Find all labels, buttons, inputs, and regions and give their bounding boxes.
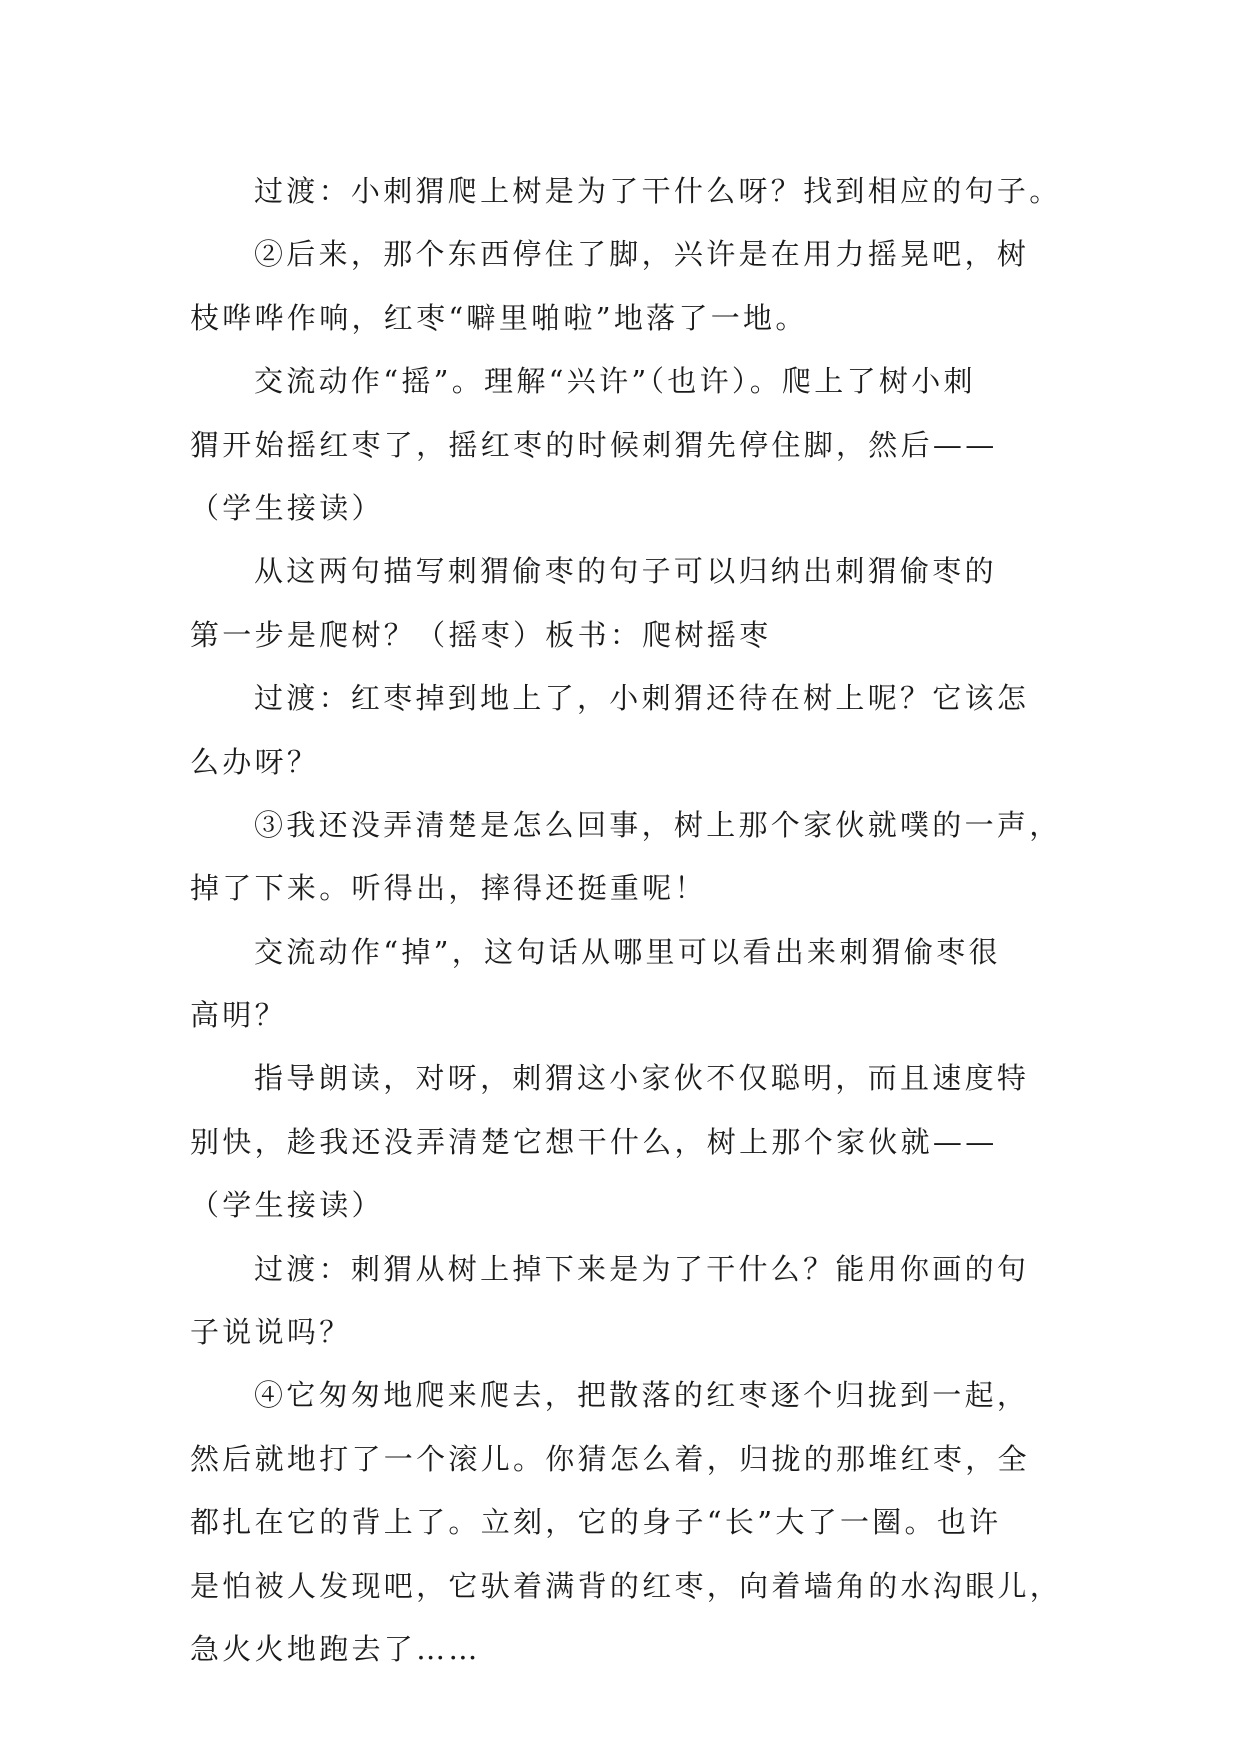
text-line: 高明？ (190, 998, 287, 1033)
text-line: 子说说吗？ (190, 1315, 352, 1350)
text-line: 交流动作“掉”，这句话从哪里可以看出来刺猬偷枣很 (254, 934, 1001, 969)
text-line: 都扎在它的背上了。立刻，它的身子“长”大了一圈。也许 (190, 1505, 1002, 1540)
text-line: （学生接读） (190, 490, 384, 525)
paragraph (190, 1364, 1095, 1681)
text-line: 么办呀？ (190, 744, 320, 779)
text-line: 从这两句描写刺猬偷枣的句子可以归纳出刺猬偷枣的 (254, 554, 997, 589)
text-line: 过渡：小刺猬爬上树是为了干什么呀？找到相应的句子。 (254, 174, 1062, 208)
paragraph (190, 921, 1095, 1048)
text-line: 别快，趁我还没弄清楚它想干什么，树上那个家伙就—— (190, 1124, 998, 1159)
text-line: ④它匆匆地爬来爬去，把散落的红枣逐个归拢到一起， (254, 1378, 1030, 1413)
paragraph (190, 350, 1095, 540)
text-line: 过渡：刺猬从树上掉下来是为了干什么？能用你画的句 (254, 1251, 1030, 1286)
document-body (190, 160, 1095, 1681)
paragraph (190, 1238, 1095, 1365)
text-line: 急火火地跑去了…… (190, 1631, 481, 1666)
paragraph (190, 223, 1095, 350)
text-line: 掉了下来。听得出，摔得还挺重呢！ (190, 871, 707, 906)
paragraph (190, 540, 1095, 667)
text-line: ③我还没弄清楚是怎么回事，树上那个家伙就噗的一声， (254, 807, 1062, 842)
paragraph (190, 794, 1095, 921)
text-line: 指导朗读，对呀，刺猬这小家伙不仅聪明，而且速度特 (254, 1061, 1030, 1096)
paragraph (190, 1047, 1095, 1237)
text-line: 然后就地打了一个滚儿。你猜怎么着，归拢的那堆红枣，全 (190, 1441, 1030, 1476)
paragraph (190, 160, 1095, 223)
text-line: 过渡：红枣掉到地上了，小刺猬还待在树上呢？它该怎 (254, 681, 1030, 716)
text-line: 猬开始摇红枣了，摇红枣的时候刺猬先停住脚，然后—— (190, 427, 998, 462)
text-line: （学生接读） (190, 1188, 384, 1223)
text-line: 交流动作“摇”。理解“兴许”（也许）。爬上了树小刺 (254, 364, 976, 399)
text-line: 枝哗哗作响，红枣“噼里啪啦”地落了一地。 (190, 300, 808, 335)
text-line: 第一步是爬树？（摇枣）板书：爬树摇枣 (190, 617, 772, 652)
text-line: ②后来，那个东西停住了脚，兴许是在用力摇晃吧，树 (254, 237, 1030, 272)
text-line: 是怕被人发现吧，它驮着满背的红枣，向着墙角的水沟眼儿， (190, 1568, 1063, 1603)
paragraph (190, 667, 1095, 794)
